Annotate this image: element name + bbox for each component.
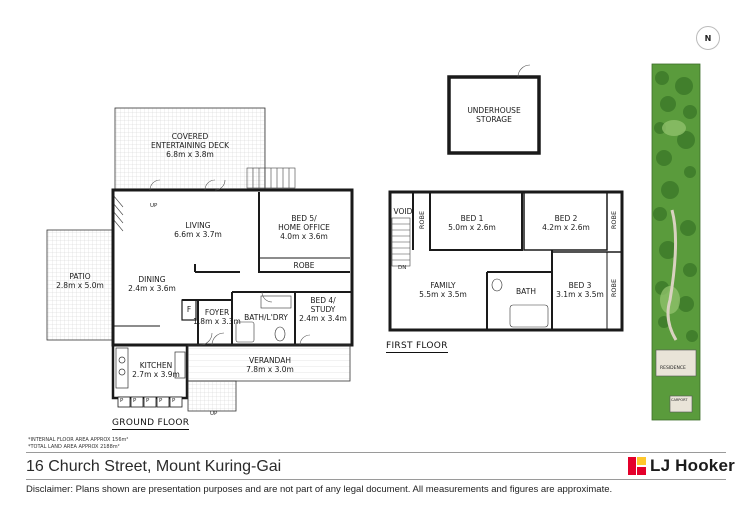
- underhouse-name-1: UNDERHOUSE: [467, 106, 521, 115]
- fridge-name: F: [186, 305, 192, 314]
- room-dining: [128, 275, 176, 293]
- disclaimer-text: Disclaimer: Plans shown are presentation purposes and are not part of any legal document. All measurements and figures are approximate.: [26, 484, 613, 495]
- bed3-dims: 3.1m x 3.5m: [556, 290, 604, 299]
- first-floor-stairs: [392, 218, 410, 266]
- first-floor-title: FIRST FLOOR: [386, 341, 448, 351]
- underhouse-door: [518, 65, 530, 77]
- bed5-dims: 4.0m x 3.6m: [280, 232, 328, 241]
- room-bed1: [448, 214, 496, 232]
- bed5-name-1: BED 5/: [291, 214, 317, 223]
- internal-area-note: *INTERNAL FLOOR AREA APPROX 156m²: [28, 437, 129, 443]
- room-verandah: [246, 356, 294, 374]
- site-carport-label: CARPORT: [671, 398, 688, 402]
- void-name: VOID: [393, 207, 413, 216]
- room-robe-2: ROBE: [610, 210, 618, 230]
- covered-deck-name-1: COVERED: [171, 132, 209, 141]
- land-area-note: *TOTAL LAND AREA APPROX 2188m²: [28, 444, 120, 450]
- room-void: [394, 207, 413, 216]
- room-bed5: [278, 214, 330, 241]
- room-foyer: [193, 308, 241, 326]
- foyer-name: FOYER: [204, 308, 230, 317]
- kitchen-name: KITCHEN: [139, 361, 173, 370]
- verandah-dims: 7.8m x 3.0m: [246, 365, 294, 374]
- kitchen-dims: 2.7m x 3.9m: [132, 370, 180, 379]
- pantry-label-4: P: [159, 398, 163, 404]
- entry-landing: [188, 381, 236, 411]
- underhouse-name-2: STORAGE: [476, 115, 512, 124]
- dining-dims: 2.4m x 3.6m: [128, 284, 176, 293]
- bed1-name: BED 1: [460, 214, 484, 223]
- bath-first-name: BATH: [516, 287, 536, 296]
- stair-up-label-1: UP: [150, 203, 158, 209]
- bath-laundry-name: BATH/L'DRY: [244, 313, 288, 322]
- covered-deck-name-2: ENTERTAINING DECK: [151, 141, 229, 150]
- brand-name: LJ Hooker: [650, 456, 735, 475]
- footer-divider-bottom: [26, 479, 726, 480]
- pantry-label-2: P: [133, 398, 137, 404]
- room-underhouse-storage: [467, 106, 520, 124]
- site-residence-label: RESIDENCE: [660, 366, 686, 371]
- pantry-label-5: P: [172, 398, 176, 404]
- family-name: FAMILY: [430, 281, 456, 290]
- ground-floor-title: GROUND FLOOR: [112, 418, 190, 428]
- room-bed3: [556, 281, 604, 299]
- living-name: LIVING: [185, 221, 211, 230]
- verandah-name: VERANDAH: [249, 356, 291, 365]
- bed5-name-2: HOME OFFICE: [278, 223, 330, 232]
- room-bath-first: [516, 287, 536, 296]
- room-living: [174, 221, 222, 239]
- lj-hooker-logo: [628, 457, 735, 475]
- patio-name: PATIO: [69, 272, 91, 281]
- room-robe-ground: [294, 261, 315, 270]
- dining-name: DINING: [138, 275, 166, 284]
- lj-hooker-mark-icon: [628, 457, 646, 475]
- room-bed4: [299, 296, 347, 323]
- room-patio: [56, 272, 104, 290]
- bed1-dims: 5.0m x 2.6m: [448, 223, 496, 232]
- bed4-dims: 2.4m x 3.4m: [299, 314, 347, 323]
- compass-label: N: [704, 33, 712, 43]
- covered-deck-dims: 6.8m x 3.8m: [166, 150, 214, 159]
- pantry-label-1: P: [120, 398, 124, 404]
- property-address: 16 Church Street, Mount Kuring-Gai: [26, 458, 282, 475]
- room-covered-deck: [151, 132, 229, 159]
- family-dims: 5.5m x 3.5m: [419, 290, 467, 299]
- bed2-name: BED 2: [554, 214, 578, 223]
- site-residence-footprint: [656, 350, 696, 376]
- bed4-name-2: STUDY: [310, 305, 336, 314]
- room-bed2: [542, 214, 590, 232]
- living-dims: 6.6m x 3.7m: [174, 230, 222, 239]
- bed4-name-1: BED 4/: [310, 296, 336, 305]
- room-kitchen: [132, 361, 180, 379]
- pantry-label-3: P: [146, 398, 150, 404]
- stair-up-label-2: UP: [210, 411, 218, 417]
- room-robe-1: ROBE: [418, 210, 426, 230]
- stair-dn-label: DN: [398, 265, 407, 271]
- patio-dims: 2.8m x 5.0m: [56, 281, 104, 290]
- room-family: [419, 281, 467, 299]
- bed3-name: BED 3: [568, 281, 592, 290]
- room-bath-laundry: [244, 313, 288, 322]
- footer-divider-top: [26, 452, 726, 453]
- foyer-dims: 1.8m x 3.3m: [193, 317, 241, 326]
- room-fridge: [187, 305, 191, 314]
- north-compass-icon: [696, 26, 720, 50]
- room-robe-3: ROBE: [610, 278, 618, 298]
- robe-ground-name: ROBE: [293, 261, 315, 270]
- bed2-dims: 4.2m x 2.6m: [542, 223, 590, 232]
